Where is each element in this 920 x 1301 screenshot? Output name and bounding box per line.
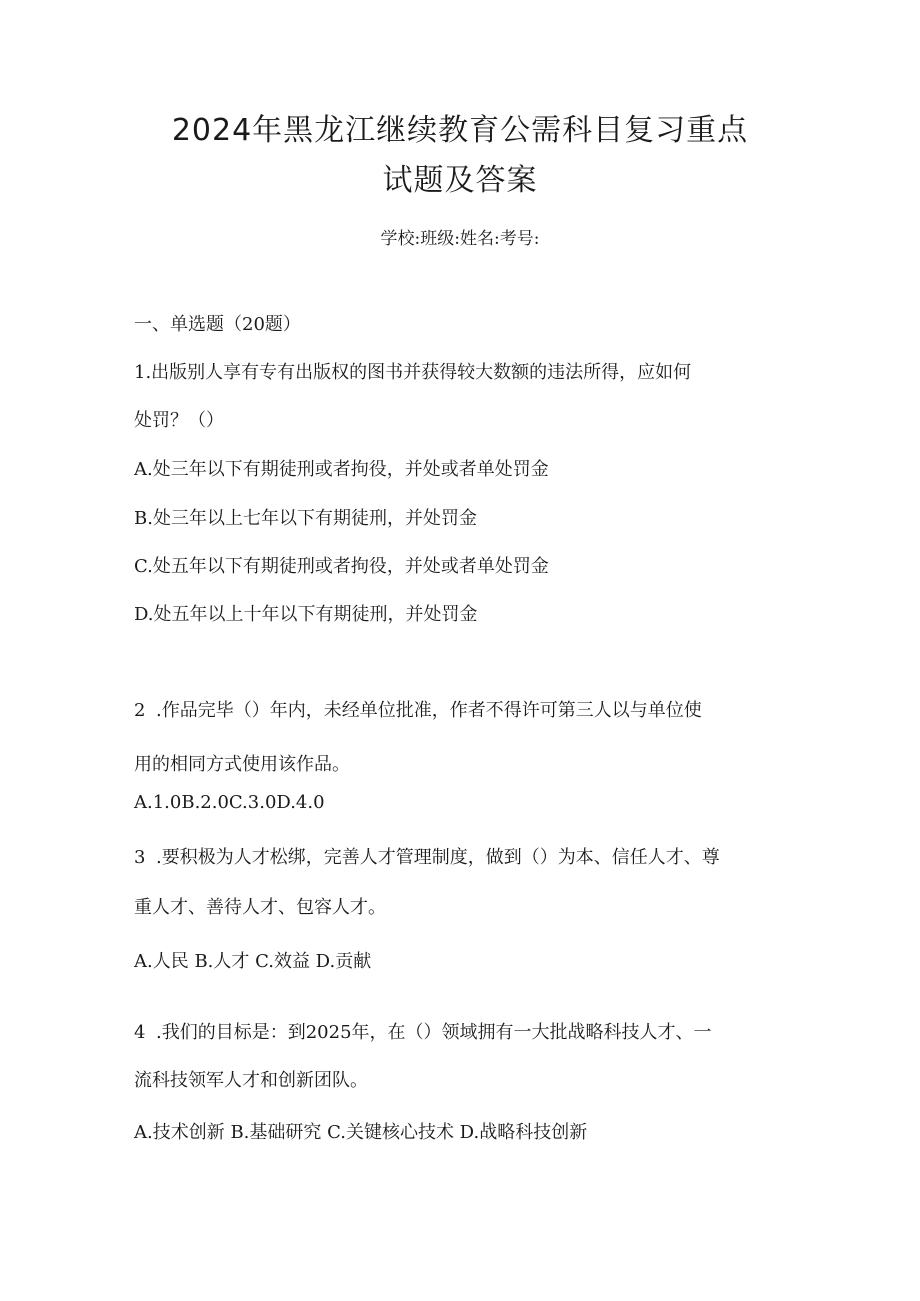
question-1-option-d: D.处五年以上十年以下有期徒刑，并处罚金 (134, 604, 478, 625)
question-1-stem-line-2: 处罚？（） (134, 410, 224, 431)
document-title-line-1: 2024年黑龙江继续教育公需科目复习重点 (171, 113, 749, 148)
question-4-number: 4 (134, 1022, 146, 1043)
question-4-stem-line-1 (134, 1024, 712, 1042)
question-3-stem-text: .要积极为人才松绑，完善人才管理制度，做到（）为本、信任人才、尊 (156, 847, 720, 868)
question-1-option-a: A.处三年以下有期徒刑或者拘役，并处或者单处罚金 (134, 459, 549, 480)
document-title-line-2: 试题及答案 (382, 163, 538, 198)
question-2-stem-text: .作品完毕（）年内，未经单位批准，作者不得许可第三人以与单位使 (156, 700, 702, 721)
question-3-stem-line-1 (134, 849, 720, 867)
question-4-options: A.技术创新 B.基础研究 C.关键核心技术 D.战略科技创新 (134, 1122, 588, 1143)
question-2-stem-line-1 (134, 702, 702, 720)
question-3-number: 3 (134, 847, 146, 868)
question-2-stem-line-2: 用的相同方式使用该作品。 (134, 754, 350, 775)
question-1-option-b: B.处三年以上七年以下有期徒刑，并处罚金 (134, 508, 477, 529)
question-2-options: A.1.0B.2.0C.3.0D.4.0 (134, 792, 325, 813)
section-heading: 一、单选题（20题） (134, 314, 301, 335)
question-3-stem-line-2: 重人才、善待人才、包容人才。 (134, 897, 386, 918)
question-4-stem-line-2: 流科技领军人才和创新团队。 (134, 1070, 368, 1091)
question-1-option-c: C.处五年以下有期徒刑或者拘役，并处或者单处罚金 (134, 556, 549, 577)
question-1-stem-line-1: 1.出版别人享有专有出版权的图书并获得较大数额的违法所得，应如何 (134, 362, 692, 383)
question-3-options: A.人民 B.人才 C.效益 D.贡献 (134, 951, 372, 972)
question-4-stem-text: .我们的目标是：到2025年，在（）领域拥有一大批战略科技人才、一 (156, 1022, 712, 1043)
student-info-line: 学校:班级:姓名:考号: (380, 229, 540, 249)
question-2-number: 2 (134, 700, 146, 721)
